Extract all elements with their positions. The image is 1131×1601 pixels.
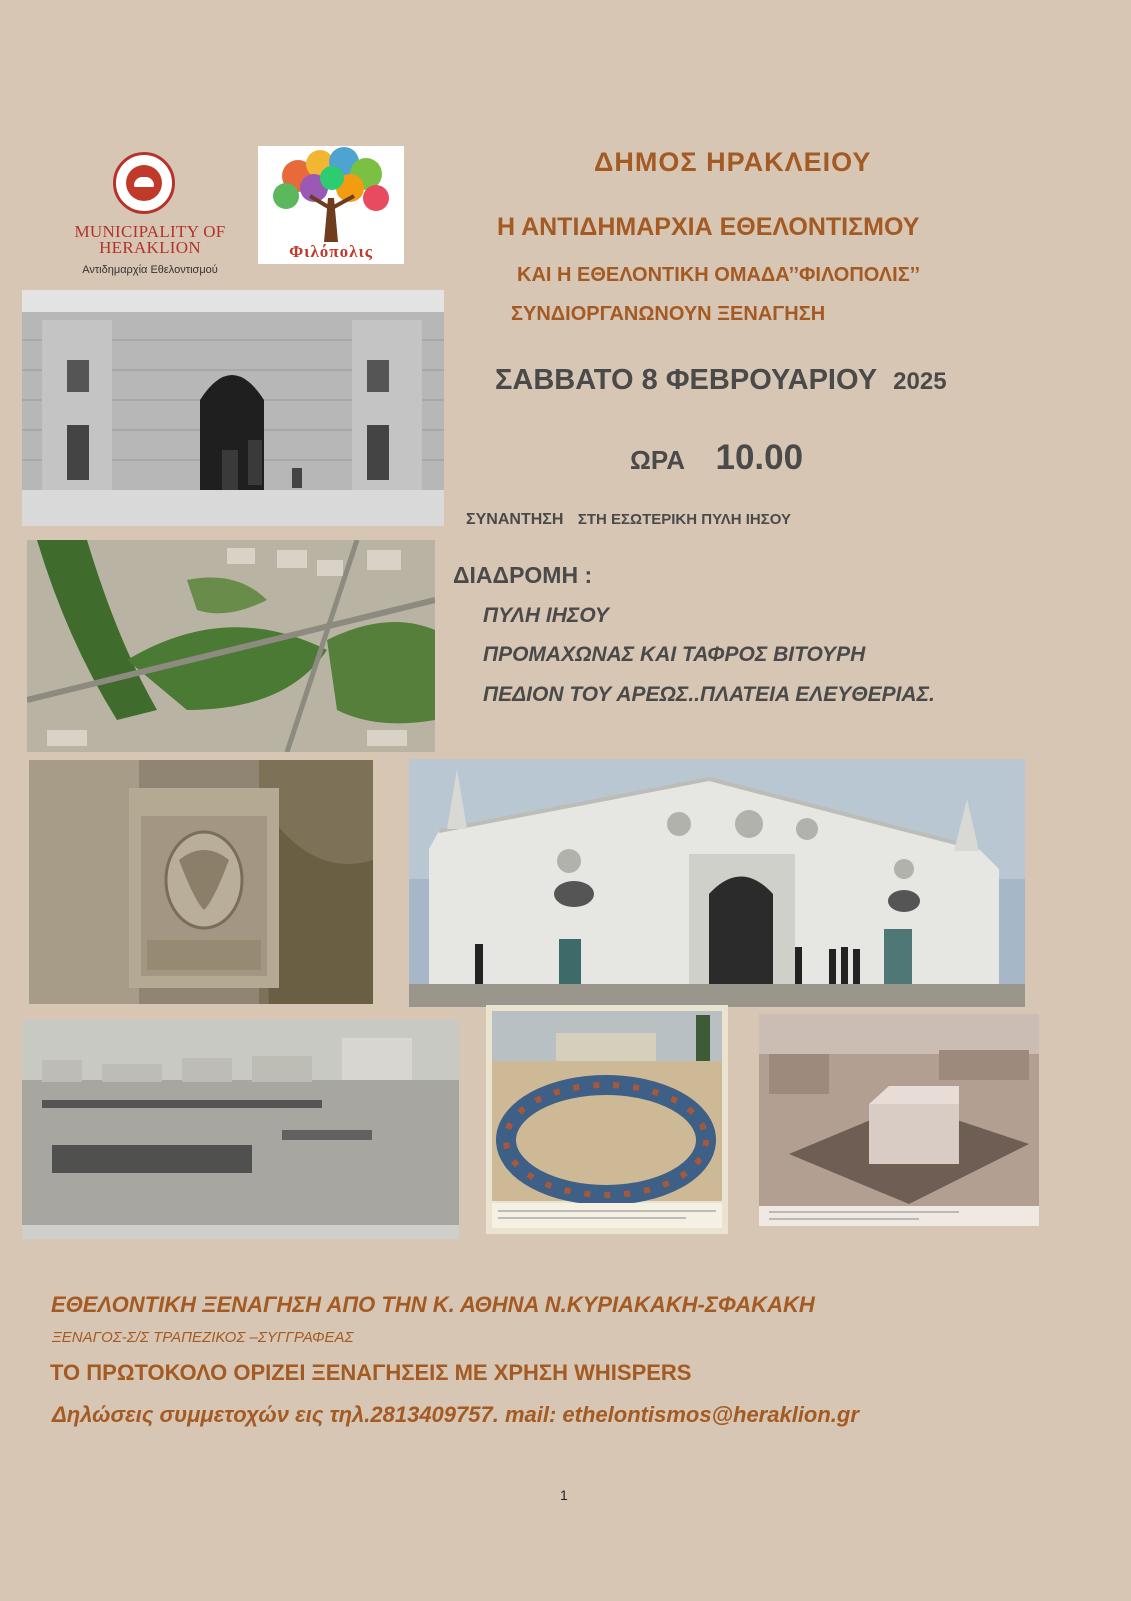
heraklion-seal-icon <box>113 152 175 214</box>
municipality-logo <box>55 150 245 285</box>
time-label: ΩΡΑ <box>630 445 686 475</box>
route-stop: ΠΕΔΙΟΝ ΤΟΥ ΑΡΕΩΣ..ΠΛΑΤΕΙΑ ΕΛΕΥΘΕΡΙΑΣ. <box>483 683 935 706</box>
event-date-text: ΣΑΒΒΑΤΟ 8 ΦΕΒΡΟΥΑΡΙΟΥ <box>495 364 878 396</box>
organizer-line-1: Η ΑΝΤΙΔΗΜΑΡΧΙΑ ΕΘΕΛΟΝΤΙΣΜΟΥ <box>497 213 920 241</box>
organizer-line-3: ΣΥΝΔΙΟΡΓΑΝΩΝΟΥΝ ΞΕΝΑΓΗΣΗ <box>511 303 826 325</box>
route-stop: ΠΡΟΜΑΧΩΝΑΣ ΚΑΙ ΤΑΦΡΟΣ ΒΙΤΟΥΡΗ <box>483 643 866 666</box>
event-date <box>495 364 947 397</box>
time-value: 10.00 <box>715 438 804 477</box>
event-year: 2025 <box>893 368 947 395</box>
route-title: ΔΙΑΔΡΟΜΗ : <box>453 562 593 588</box>
filopolis-logo <box>258 146 404 264</box>
municipality-name <box>55 224 245 256</box>
protocol-line: ΤΟ ΠΡΩΤΟΚΟΛΟ ΟΡΙΖΕΙ ΞΕΝΑΓΗΣΕΙΣ ΜΕ ΧΡΗΣΗ WHISPERS <box>50 1360 692 1385</box>
municipality-title: ΔΗΜΟΣ ΗΡΑΚΛΕΙΟΥ <box>594 147 872 177</box>
coat-of-arms-relief-photo <box>29 760 373 1004</box>
meeting-label: ΣΥΝΑΝΤΗΣΗ <box>466 511 564 528</box>
municipality-name-line1: MUNICIPALITY OF <box>74 222 226 241</box>
guide-line: ΕΘΕΛΟΝΤΙΚΗ ΞΕΝΑΓΗΣΗ ΑΠΟ ΤΗΝ Κ. ΑΘΗΝΑ Ν.ΚΥΡΙΑΚΑΚΗ-ΣΦΑΚΑΚΗ <box>51 1292 815 1317</box>
aerial-city-photo <box>27 540 435 752</box>
event-time <box>630 438 803 478</box>
municipality-name-line2: HERAKLION <box>99 238 201 257</box>
jesus-gate-photo <box>22 290 444 526</box>
page-number: 1 <box>560 1487 568 1503</box>
filopolis-label: Φιλόπολις <box>289 242 373 261</box>
meeting-place: ΣΤΗ ΕΣΩΤΕΡΙΚΗ ΠΥΛΗ ΙΗΣΟΥ <box>577 511 791 528</box>
church-building-photo <box>409 759 1025 1007</box>
parade-field-photo <box>22 1020 459 1239</box>
meeting-point <box>466 511 791 529</box>
dervish-painting-photo <box>486 1005 728 1234</box>
guide-role: ΞΕΝΑΓΟΣ-Σ/Σ ΤΡΑΠΕΖΙΚΟΣ –ΣΥΓΓΡΑΦΕΑΣ <box>52 1329 354 1346</box>
square-monument-photo <box>759 1014 1039 1226</box>
municipality-subtitle: Αντιδημαρχία Εθελοντισμού <box>82 264 218 276</box>
organizer-line-2: ΚΑΙ Η ΕΘΕΛΟΝΤΙΚΗ ΟΜΑΔΑ’’ΦΙΛΟΠΟΛΙΣ’’ <box>517 264 921 286</box>
route-stop: ΠΥΛΗ ΙΗΣΟΥ <box>483 604 609 627</box>
contact-line: Δηλώσεις συμμετοχών εις τηλ.2813409757. mail: ethelontismos@heraklion.gr <box>52 1402 859 1427</box>
